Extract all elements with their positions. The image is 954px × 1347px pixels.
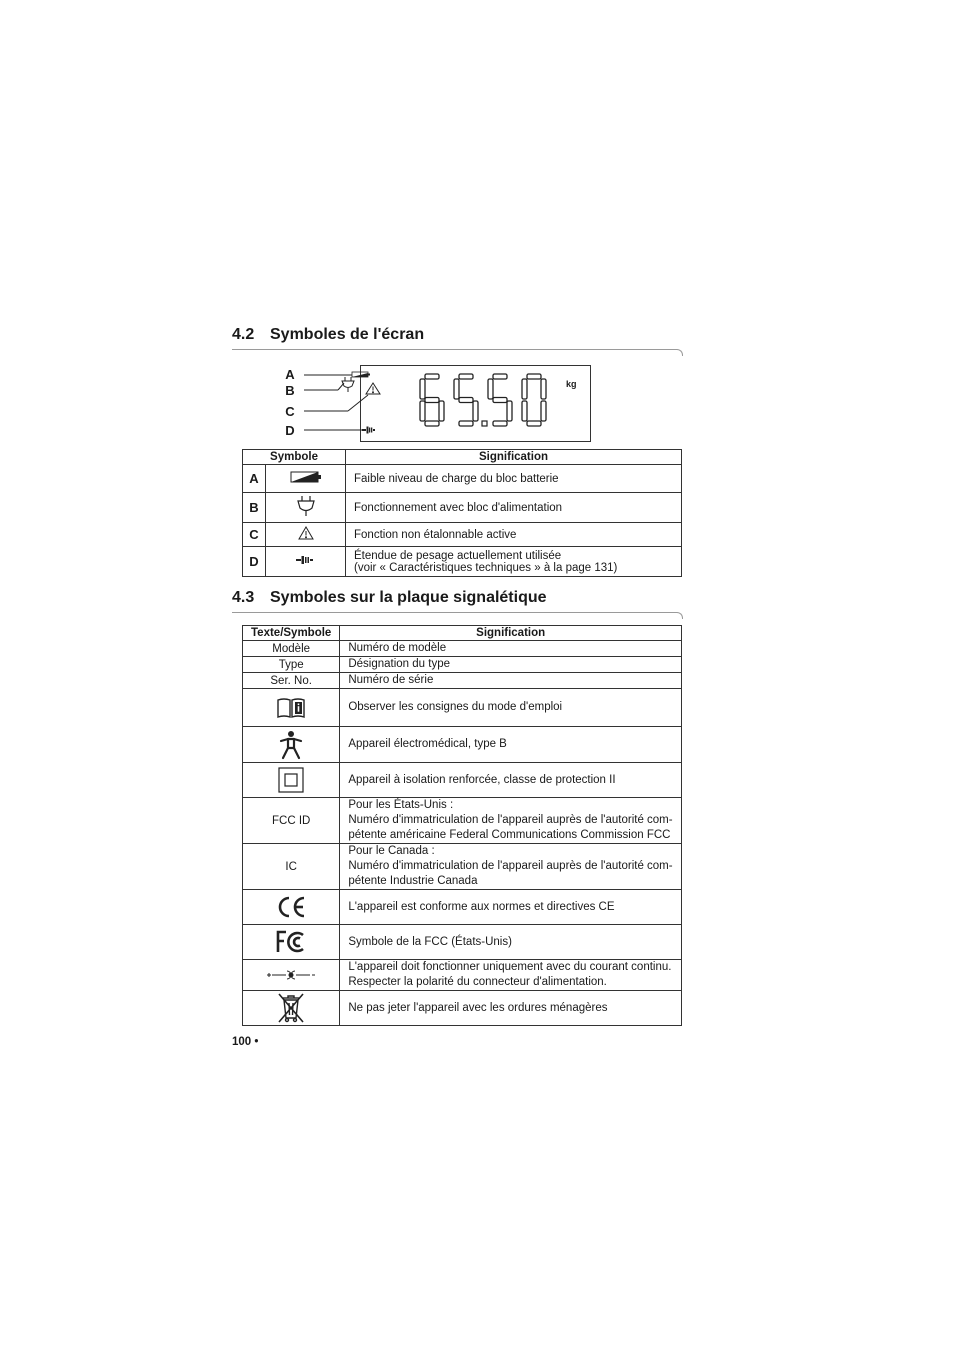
table-row [243,493,682,523]
lcd-segment [425,421,439,426]
warning-triangle-icon [266,523,346,547]
dc-polarity-icon [243,960,340,991]
lcd-segment [493,421,507,426]
lcd-segment [488,379,493,399]
table-header-row [243,626,682,641]
section-number: 4.2 [232,326,255,343]
lcd-segment [541,379,546,399]
lcd-segment [459,421,473,426]
lcd-segment [454,379,459,399]
nameplate-symbols-table [242,625,682,1026]
table-row [243,798,682,844]
type-b-body-icon [243,727,340,763]
row-meaning: Observer les consignes du mode d'emploi [340,689,682,727]
row-meaning-line: (voir « Caractéristiques techniques » à la page 131) [354,561,618,574]
lcd-warning-icon [366,383,380,394]
row-meaning-line: Pour le Canada : [348,845,435,857]
lcd-battery-icon [352,372,370,377]
lcd-segment [439,401,444,421]
battery-low-icon [266,465,346,493]
table-row [243,763,682,798]
lcd-plug-icon [342,377,354,392]
row-meaning: Ne pas jeter l'appareil avec les ordures ménagères [340,991,682,1026]
row-letter: A [243,465,266,493]
row-meaning-line: Pour les États-Unis : [348,799,454,811]
table-header-row [243,450,682,465]
section-heading-4-2 [232,326,424,344]
lcd-range-icon [362,427,375,434]
table-row [243,641,682,657]
table-row [243,890,682,925]
lcd-segment [425,374,439,379]
row-meaning: Appareil électromédical, type B [340,727,682,763]
lcd-segment [522,379,527,399]
lcd-segment [493,374,507,379]
ce-mark-icon [243,890,340,925]
lcd-segment [473,401,478,421]
row-meaning-line: Respecter la polarité du connecteur d'alimentation. [348,976,607,988]
callout-letter-b: B [285,383,295,398]
column-header-texte-symbole: Texte/Symbole [243,626,340,641]
lcd-weight-reading [418,370,560,430]
table-row [243,925,682,960]
table-row [243,547,682,577]
row-meaning-line: Numéro d'immatriculation de l'appareil auprès de l'autorité com- [348,814,673,826]
row-meaning [340,798,682,844]
table-row [243,960,682,991]
lcd-segment [527,421,541,426]
section-heading-4-3 [232,589,547,607]
row-symbol-text: FCC ID [243,798,340,844]
row-meaning-line: Numéro d'immatriculation de l'appareil auprès de l'autorité com- [348,860,673,872]
row-meaning-line: L'appareil doit fonctionner uniquement avec du courant continu. [348,961,672,973]
row-symbol-text: Type [243,657,340,673]
column-header-signification: Signification [346,450,682,465]
weighing-range-icon [266,547,346,577]
row-meaning: Désignation du type [340,657,682,673]
row-letter: B [243,493,266,523]
table-row [243,465,682,493]
table-row [243,673,682,689]
table-row [243,727,682,763]
instruction-manual-icon [243,689,340,727]
row-symbol-text: IC [243,844,340,890]
power-plug-icon [266,493,346,523]
row-meaning: Fonctionnement avec bloc d'alimentation [346,493,682,523]
row-meaning [340,844,682,890]
row-meaning: Symbole de la FCC (États-Unis) [340,925,682,960]
screen-symbols-table [242,449,682,577]
column-header-symbole: Symbole [243,450,346,465]
protection-class-2-icon [243,763,340,798]
section-rule [232,349,683,356]
row-meaning-line: pétente américaine Federal Communications Commission FCC [348,829,671,841]
lcd-segment [522,401,527,421]
callout-letter-a: A [285,367,295,382]
row-symbol-text: Ser. No. [243,673,340,689]
lcd-segment [425,398,439,403]
lcd-segment [541,401,546,421]
row-meaning-line: Étendue de pesage actuellement utilisée [354,549,562,562]
table-row [243,523,682,547]
weee-crossed-bin-icon [243,991,340,1026]
column-header-signification: Signification [340,626,682,641]
section-number: 4.3 [232,589,255,606]
row-meaning: Fonction non étalonnable active [346,523,682,547]
lcd-segment [420,401,425,421]
lcd-segment [507,401,512,421]
row-meaning: Numéro de série [340,673,682,689]
lcd-segment [527,374,541,379]
row-letter: D [243,547,266,577]
callout-letter-d: D [285,423,295,438]
row-symbol-text: Modèle [243,641,340,657]
callout-letter-c: C [285,404,295,419]
row-letter: C [243,523,266,547]
section-title: Symboles de l'écran [270,326,425,343]
seven-segment-digits [420,374,546,426]
table-row [243,689,682,727]
lcd-segment [420,379,425,399]
section-title: Symboles sur la plaque signalétique [270,589,547,606]
table-row [243,657,682,673]
table-row [243,991,682,1026]
row-meaning: Numéro de modèle [340,641,682,657]
page-number: 100 • [232,1036,259,1048]
row-meaning: Faible niveau de charge du bloc batterie [346,465,682,493]
row-meaning: L'appareil est conforme aux normes et directives CE [340,890,682,925]
lcd-indicator-symbols [300,365,420,445]
row-meaning-line: pétente Industrie Canada [348,875,478,887]
row-meaning: Appareil à isolation renforcée, classe de protection II [340,763,682,798]
fcc-logo-icon [243,925,340,960]
section-rule [232,612,683,619]
lcd-unit: kg [566,379,577,389]
row-meaning [340,960,682,991]
table-row [243,844,682,890]
lcd-decimal-point [482,421,487,426]
lcd-segment [493,398,507,403]
lcd-segment [459,374,473,379]
lcd-segment [459,398,473,403]
row-meaning [346,547,682,577]
